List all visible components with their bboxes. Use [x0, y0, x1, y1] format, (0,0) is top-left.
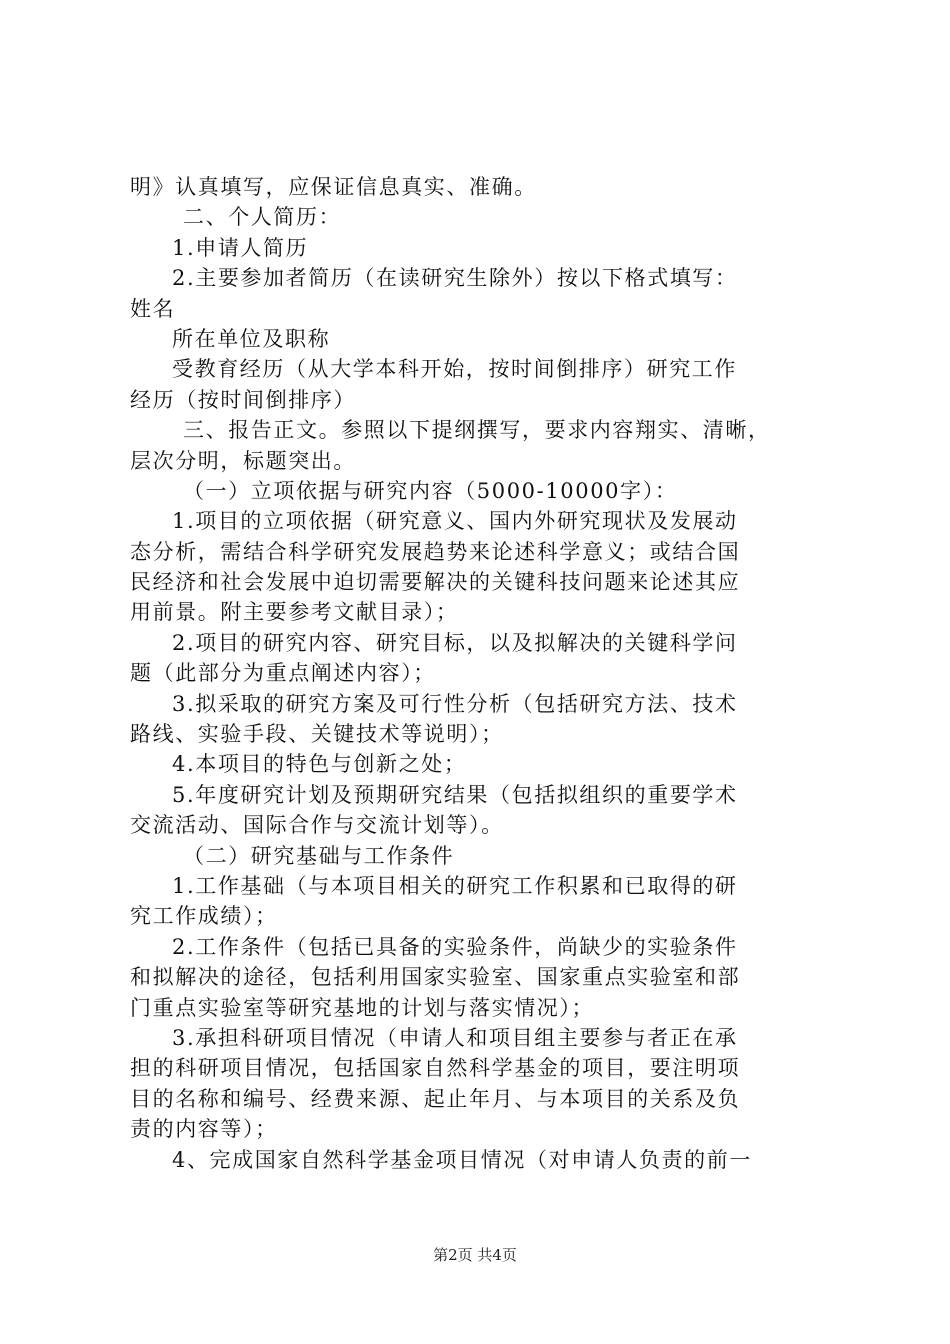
text-line: 1.工作基础（与本项目相关的研究工作积累和已取得的研 [172, 873, 738, 898]
text-line: 路线、实验手段、关键技术等说明）； [130, 722, 504, 747]
text-line: 3.拟采取的研究方案及可行性分析（包括研究方法、技术 [172, 691, 738, 716]
text-line: 用前景。附主要参考文献目录）； [130, 600, 459, 625]
text-line: 5.年度研究计划及预期研究结果（包括拟组织的重要学术 [172, 782, 738, 807]
text-line: 姓名 [130, 296, 176, 321]
text-line: 民经济和社会发展中迫切需要解决的关键科技问题来论述其应 [130, 570, 741, 595]
text-line: 1.项目的立项依据（研究意义、国内外研究现状及发展动 [172, 509, 738, 534]
section-heading: 二、个人简历： [183, 205, 342, 230]
text-line: 2.主要参加者简历（在读研究生除外）按以下格式填写： [172, 266, 738, 291]
document-body [130, 172, 835, 1175]
text-line: 究工作成绩）； [130, 904, 278, 929]
text-line: 和拟解决的途径，包括利用国家实验室、国家重点实验室和部 [130, 965, 741, 990]
text-line: 1.申请人简历 [172, 235, 309, 260]
text-line: 门重点实验室等研究基地的计划与落实情况）； [130, 995, 595, 1020]
section-heading: 三、报告正文。参照以下提纲撰写，要求内容翔实、清晰， [183, 418, 771, 443]
text-line: 受教育经历（从大学本科开始，按时间倒排序）研究工作 [172, 357, 737, 382]
text-line: 明》认真填写，应保证信息真实、准确。 [130, 175, 537, 199]
text-line: 目的名称和编号、经费来源、起止年月、与本项目的关系及负 [130, 1086, 741, 1111]
text-line: 4、完成国家自然科学基金项目情况（对申请人负责的前一 [172, 1147, 752, 1172]
page-footer: 第2页 共4页 [433, 1246, 517, 1264]
text-line: 态分析，需结合科学研究发展趋势来论述科学意义；或结合国 [130, 539, 741, 564]
text-line: 所在单位及职称 [172, 326, 331, 351]
text-line: 担的科研项目情况，包括国家自然科学基金的项目，要注明项 [130, 1056, 741, 1081]
text-line: 2.项目的研究内容、研究目标，以及拟解决的关键科学问 [172, 630, 738, 655]
text-line: 经历（按时间倒排序） [130, 387, 356, 412]
text-line: 4.本项目的特色与创新之处； [172, 752, 467, 777]
text-line: 3.承担科研项目情况（申请人和项目组主要参与者正在承 [172, 1025, 738, 1050]
text-line: 层次分明，标题突出。 [130, 448, 356, 473]
text-line: 交流活动、国际合作与交流计划等）。 [130, 813, 504, 838]
subsection-heading: （二）研究基础与工作条件 [183, 843, 455, 868]
text-line: 责的内容等）； [130, 1117, 278, 1142]
text-line: 题（此部分为重点阐述内容）； [130, 661, 436, 686]
subsection-heading: （一）立项依据与研究内容（5000-10000字）： [183, 478, 678, 503]
text-line: 2.工作条件（包括已具备的实验条件，尚缺少的实验条件 [172, 934, 738, 959]
